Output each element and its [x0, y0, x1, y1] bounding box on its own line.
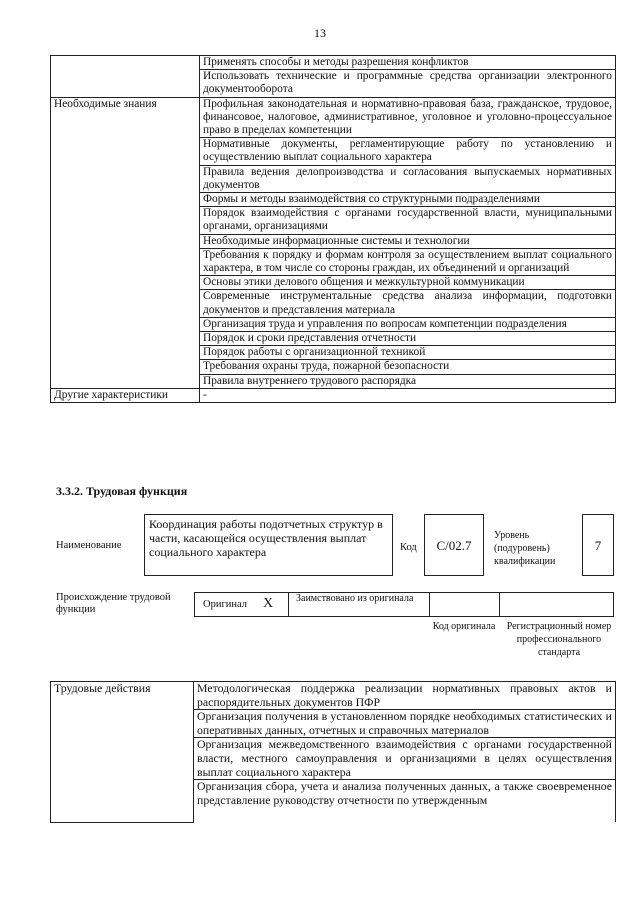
- name-label: Наименование: [56, 540, 122, 551]
- table-row: [51, 388, 616, 402]
- section-heading: 3.3.2. Трудовая функция: [56, 484, 188, 498]
- row-value: Порядок и сроки представления отчетности: [200, 332, 616, 346]
- code-value: C/02.7: [436, 538, 472, 553]
- origin-row: [194, 592, 614, 617]
- table-row: [51, 682, 616, 710]
- row-value-clipped: [194, 780, 616, 823]
- knowledge-table: [50, 55, 616, 403]
- function-name: Координация работы подотчетных структур в части, касающейся осуществления выплат социального характера: [149, 517, 383, 559]
- level-label: Уровень (подуровень) квалификации: [494, 530, 556, 567]
- row-value: Организация сбора, учета и анализа полученных данных, а также своевременное представление руководству отчетности по утвержденным: [197, 780, 612, 807]
- level-value-box: [582, 514, 614, 576]
- row-value: Нормативные документы, регламентирующие работу по установлению и осуществлению выплат социального характера: [200, 138, 616, 165]
- labor-actions-table: [50, 681, 616, 823]
- row-value: -: [200, 388, 616, 402]
- row-value: Порядок работы с организационной техникой: [200, 346, 616, 360]
- row-value: Методологическая поддержка реализации нормативных правовых актов и распорядительных документов ПФР: [194, 682, 616, 710]
- row-value: Основы этики делового общения и межкультурной коммуникации: [200, 276, 616, 290]
- other-characteristics-label: Другие характеристики: [51, 388, 200, 402]
- table-row: [51, 56, 616, 70]
- row-value: Организация получения в установленном порядке необходимых статистических и оперативных данных, отчетных и справочных материалов: [194, 710, 616, 738]
- row-value: Формы и методы взаимодействия со структурными подразделениями: [200, 193, 616, 207]
- row-value: Применять способы и методы разрешения конфликтов: [200, 56, 616, 70]
- knowledge-label: Необходимые знания: [51, 97, 200, 388]
- code-value-box: [424, 514, 484, 576]
- code-caption: Код оригинала: [432, 621, 496, 632]
- row-value: Использовать технические и программные средства организации электронного документооборота: [200, 70, 616, 97]
- row-value: Требования охраны труда, пожарной безопасности: [200, 360, 616, 374]
- row-value: Необходимые информационные системы и технологии: [200, 234, 616, 248]
- row-value: Требования к порядку и формам контроля за осуществлением выплат социального характера, в том числе со стороны граждан, их объединений и организаций: [200, 248, 616, 275]
- table-row: [51, 97, 616, 138]
- original-divider: [288, 593, 289, 616]
- name-value-box: [144, 514, 393, 576]
- code-divider: [429, 593, 430, 616]
- reg-caption: Регистрационный номер профессионального стандарта: [506, 621, 612, 658]
- reg-divider: [499, 593, 500, 616]
- row-value: Правила ведения делопроизводства и согласования выпускаемых нормативных документов: [200, 165, 616, 192]
- row-value: Современные инструментальные средства анализа информации, подготовки документов и представления материала: [200, 290, 616, 317]
- row-value: Организация межведомственного взаимодействия с органами государственной власти, местного самоуправления и организациями в целях осуществления выплат социального характера: [194, 738, 616, 780]
- borrowed-label: Заимствовано из оригинала: [296, 593, 414, 604]
- code-label: Код: [400, 542, 417, 553]
- origin-label: Происхождение трудовой функции: [56, 592, 171, 615]
- labor-actions-label: Трудовые действия: [51, 682, 194, 823]
- original-label: Оригинал: [203, 599, 247, 610]
- row-value: Организация труда и управления по вопросам компетенции подразделения: [200, 317, 616, 331]
- row-label: [51, 56, 200, 98]
- page-number: 13: [314, 26, 326, 40]
- row-value: Профильная законодательная и нормативно-правовая база, гражданское, трудовое, финансовое, налоговое, административное, уголовное и уголовно-процессуальное право в пределах компетенции: [200, 97, 616, 138]
- original-mark: X: [263, 596, 274, 611]
- row-value: Правила внутреннего трудового распорядка: [200, 374, 616, 388]
- level-value: 7: [594, 538, 602, 553]
- row-value: Порядок взаимодействия с органами государственной власти, муниципальными органами, организациями: [200, 207, 616, 234]
